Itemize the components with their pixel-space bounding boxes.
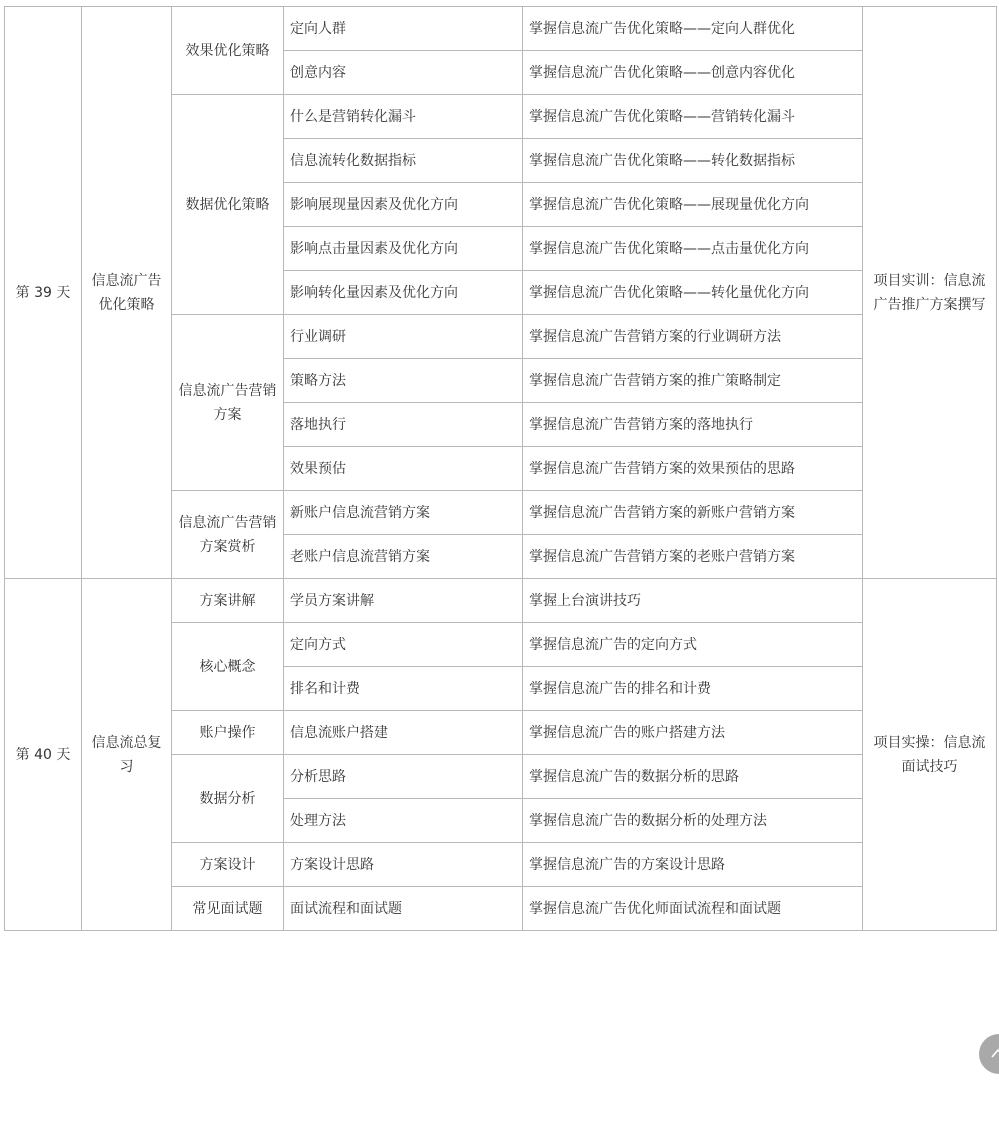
topic-cell: 信息流广告营销方案	[172, 315, 284, 491]
content-cell: 什么是营销转化漏斗	[284, 95, 523, 139]
content-cell: 定向方式	[284, 623, 523, 667]
content-cell: 影响点击量因素及优化方向	[284, 227, 523, 271]
goal-cell: 掌握信息流广告营销方案的效果预估的思路	[523, 447, 863, 491]
topic-cell: 核心概念	[172, 623, 284, 711]
goal-cell: 掌握信息流广告的排名和计费	[523, 667, 863, 711]
content-cell: 老账户信息流营销方案	[284, 535, 523, 579]
goal-cell: 掌握信息流广告优化策略——展现量优化方向	[523, 183, 863, 227]
goal-cell: 掌握上台演讲技巧	[523, 579, 863, 623]
project-cell: 项目实操：信息流面试技巧	[863, 579, 997, 931]
goal-cell: 掌握信息流广告营销方案的落地执行	[523, 403, 863, 447]
goal-cell: 掌握信息流广告的方案设计思路	[523, 843, 863, 887]
goal-cell: 掌握信息流广告营销方案的行业调研方法	[523, 315, 863, 359]
goal-cell: 掌握信息流广告的账户搭建方法	[523, 711, 863, 755]
goal-cell: 掌握信息流广告营销方案的老账户营销方案	[523, 535, 863, 579]
module-cell: 信息流广告优化策略	[82, 7, 172, 579]
content-cell: 处理方法	[284, 799, 523, 843]
content-cell: 学员方案讲解	[284, 579, 523, 623]
content-cell: 策略方法	[284, 359, 523, 403]
content-cell: 信息流账户搭建	[284, 711, 523, 755]
topic-cell: 方案设计	[172, 843, 284, 887]
goal-cell: 掌握信息流广告的定向方式	[523, 623, 863, 667]
goal-cell: 掌握信息流广告优化策略——转化数据指标	[523, 139, 863, 183]
content-cell: 影响转化量因素及优化方向	[284, 271, 523, 315]
topic-cell: 数据优化策略	[172, 95, 284, 315]
day-cell: 第 39 天	[5, 7, 82, 579]
goal-cell: 掌握信息流广告营销方案的推广策略制定	[523, 359, 863, 403]
topic-cell: 常见面试题	[172, 887, 284, 931]
goal-cell: 掌握信息流广告优化师面试流程和面试题	[523, 887, 863, 931]
table-row	[5, 579, 997, 623]
content-cell: 面试流程和面试题	[284, 887, 523, 931]
goal-cell: 掌握信息流广告的数据分析的思路	[523, 755, 863, 799]
scroll-to-top-button[interactable]	[979, 1034, 999, 1074]
content-cell: 信息流转化数据指标	[284, 139, 523, 183]
project-cell: 项目实训：信息流广告推广方案撰写	[863, 7, 997, 579]
module-cell: 信息流总复习	[82, 579, 172, 931]
goal-cell: 掌握信息流广告优化策略——创意内容优化	[523, 51, 863, 95]
content-cell: 新账户信息流营销方案	[284, 491, 523, 535]
content-cell: 创意内容	[284, 51, 523, 95]
content-cell: 分析思路	[284, 755, 523, 799]
goal-cell: 掌握信息流广告优化策略——定向人群优化	[523, 7, 863, 51]
goal-cell: 掌握信息流广告优化策略——转化量优化方向	[523, 271, 863, 315]
topic-cell: 效果优化策略	[172, 7, 284, 95]
goal-cell: 掌握信息流广告营销方案的新账户营销方案	[523, 491, 863, 535]
content-cell: 落地执行	[284, 403, 523, 447]
content-cell: 排名和计费	[284, 667, 523, 711]
goal-cell: 掌握信息流广告优化策略——营销转化漏斗	[523, 95, 863, 139]
curriculum-table-body	[5, 7, 997, 931]
goal-cell: 掌握信息流广告的数据分析的处理方法	[523, 799, 863, 843]
topic-cell: 信息流广告营销方案赏析	[172, 491, 284, 579]
topic-cell: 方案讲解	[172, 579, 284, 623]
content-cell: 影响展现量因素及优化方向	[284, 183, 523, 227]
topic-cell: 账户操作	[172, 711, 284, 755]
content-cell: 方案设计思路	[284, 843, 523, 887]
day-cell: 第 40 天	[5, 579, 82, 931]
table-row	[5, 7, 997, 51]
content-cell: 效果预估	[284, 447, 523, 491]
content-cell: 定向人群	[284, 7, 523, 51]
chevron-up-icon	[990, 1046, 999, 1062]
content-cell: 行业调研	[284, 315, 523, 359]
curriculum-table	[4, 6, 997, 931]
goal-cell: 掌握信息流广告优化策略——点击量优化方向	[523, 227, 863, 271]
topic-cell: 数据分析	[172, 755, 284, 843]
